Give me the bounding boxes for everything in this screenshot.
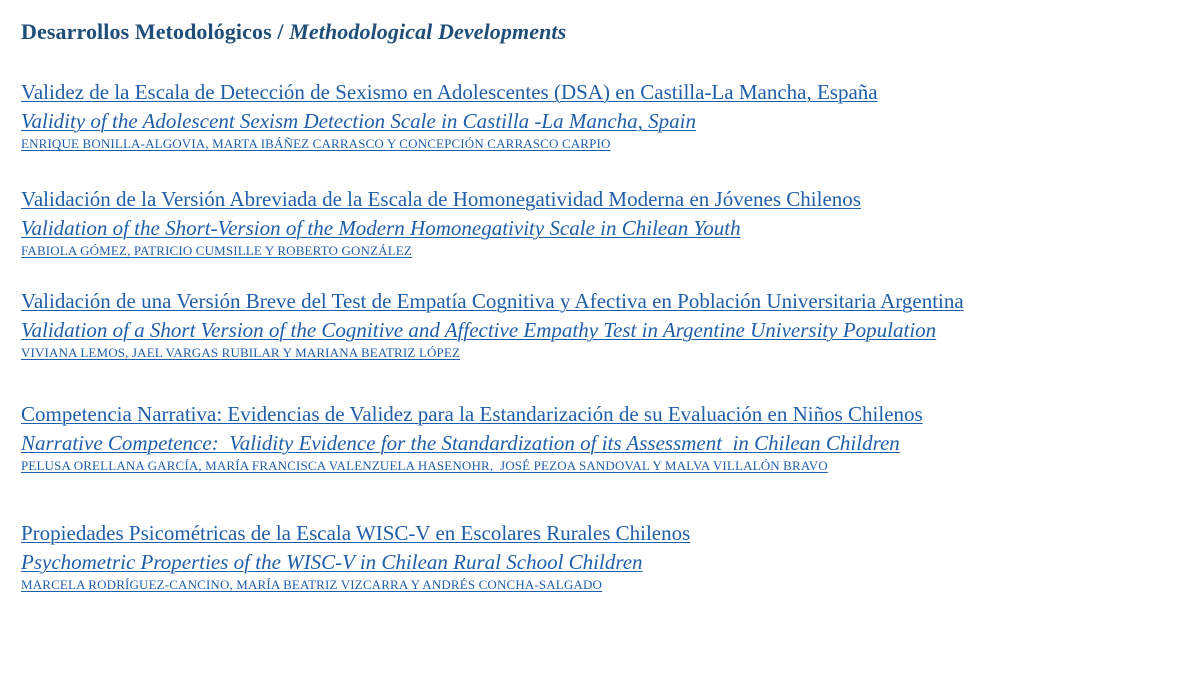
article-title-spanish-link[interactable]: Validez de la Escala de Detección de Sexismo en Adolescentes (DSA) en Castilla-La Mancha, España — [21, 80, 878, 104]
section-heading-separator: / — [277, 19, 284, 44]
article-title-spanish-link[interactable]: Propiedades Psicométricas de la Escala WISC-V en Escolares Rurales Chilenos — [21, 521, 691, 545]
article-title-spanish-link[interactable]: Competencia Narrativa: Evidencias de Validez para la Estandarización de su Evaluación en Niños Chilenos — [21, 402, 923, 426]
article-title-english-link[interactable]: Psychometric Properties of the WISC-V in Chilean Rural School Children — [21, 550, 643, 574]
article-authors-link[interactable]: ENRIQUE BONILLA-ALGOVIA, MARTA IBÁÑEZ CARRASCO Y CONCEPCIÓN CARRASCO CARPIO — [21, 136, 611, 151]
section-heading-spanish: Desarrollos Metodológicos — [21, 19, 272, 44]
article-authors-link[interactable]: PELUSA ORELLANA GARCÍA, MARÍA FRANCISCA VALENZUELA HASENOHR, JOSÉ PEZOA SANDOVAL Y MALVA VILLALÓN BRAVO — [21, 458, 828, 473]
article-title-english-link[interactable]: Validation of the Short-Version of the Modern Homonegativity Scale in Chilean Youth — [21, 216, 741, 240]
article-entry — [21, 520, 1191, 593]
article-entry — [21, 401, 1191, 474]
article-authors-link[interactable]: FABIOLA GÓMEZ, PATRICIO CUMSILLE Y ROBERTO GONZÁLEZ — [21, 243, 412, 258]
article-title-english-link[interactable]: Narrative Competence: Validity Evidence for the Standardization of its Assessment in Chilean Children — [21, 431, 900, 455]
article-title-spanish-link[interactable]: Validación de una Versión Breve del Test de Empatía Cognitiva y Afectiva en Población Universitaria Argentina — [21, 289, 964, 313]
section-heading-english: Methodological Developments — [289, 19, 567, 44]
article-entry — [21, 288, 1191, 361]
article-title-english-link[interactable]: Validation of a Short Version of the Cognitive and Affective Empathy Test in Argentine University Population — [21, 318, 937, 342]
article-entry — [21, 186, 1191, 259]
section-heading — [21, 19, 566, 45]
article-authors-link[interactable]: VIVIANA LEMOS, JAEL VARGAS RUBILAR Y MARIANA BEATRIZ LÓPEZ — [21, 345, 461, 360]
article-title-english-link[interactable]: Validity of the Adolescent Sexism Detection Scale in Castilla -La Mancha, Spain — [21, 109, 696, 133]
article-entry — [21, 79, 1191, 152]
article-title-spanish-link[interactable]: Validación de la Versión Abreviada de la Escala de Homonegatividad Moderna en Jóvenes Chilenos — [21, 187, 861, 211]
article-authors-link[interactable]: MARCELA RODRÍGUEZ-CANCINO, MARÍA BEATRIZ VIZCARRA Y ANDRÉS CONCHA-SALGADO — [21, 577, 603, 592]
